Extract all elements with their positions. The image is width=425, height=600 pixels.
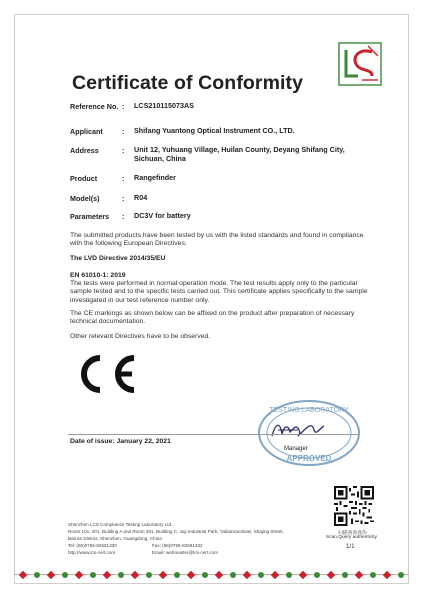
footer-address-line2: Bao'an District, Shenzhen, Guangdong, China — [68, 536, 162, 541]
colon: : — [122, 212, 125, 221]
colon: : — [122, 194, 125, 203]
ce-mark-icon — [72, 352, 140, 396]
decorative-border-band — [14, 566, 409, 584]
scan-caption-chinese: 扫描查询真伪 — [338, 531, 367, 536]
address-label: Address — [70, 146, 99, 155]
reference-value: LCS210115073AS — [134, 101, 194, 110]
footer-tel: Tel: (86)0755-82591330 — [68, 543, 117, 548]
directive-heading: The LVD Directive 2014/35/EU — [70, 255, 166, 262]
standard-heading: EN 61010-1: 2019 — [70, 272, 126, 279]
intro-paragraph: The submitted products have been tested by us with the listed standards and found in compliance with the following European Directives: — [70, 232, 364, 248]
colon: : — [122, 146, 125, 155]
footer-address-line1: Room 101, 201, Building A and Room 301, Building C, Juji Industrial Park, Yabianxueziwei, Shajing Street, — [68, 529, 284, 534]
stamp-text: TESTING LABORATORY — [269, 407, 349, 414]
reference-label: Reference No. — [70, 102, 119, 111]
footer-fax: Fax: (86)0755-82591332 — [152, 543, 203, 548]
date-of-issue: Date of issue: January 22, 2021 — [70, 438, 171, 445]
product-label: Product — [70, 174, 98, 183]
colon: : — [122, 174, 125, 183]
ce-note-paragraph: The CE markings as shown below can be affixed on the product after preparation of necessary technical documentation. — [70, 310, 355, 326]
colon: : — [122, 127, 125, 136]
signatory-title: Manager — [284, 446, 308, 452]
parameters-value: DC3V for battery — [134, 211, 191, 220]
footer-company: Shenzhen LCS Compliance Testing Laboratory Ltd. — [68, 522, 173, 527]
signature-rule — [68, 434, 358, 435]
certificate-title: Certificate of Conformity — [72, 72, 304, 94]
scan-caption: Scan,Query authenticity — [326, 535, 377, 540]
parameters-label: Parameters — [70, 212, 110, 221]
product-value: Rangefinder — [134, 173, 176, 182]
footer-email: Email: webmaster@lcs-cert.com — [152, 550, 218, 555]
qr-code-icon — [334, 486, 374, 526]
other-directives-note: Other relevant Directives have to be observed. — [70, 333, 211, 340]
stamp-text-bottom: APPROVED — [286, 454, 332, 463]
address-value: Unit 12, Yuhuang Village, Huilan County, Deyang Shifang City, Sichuan, China — [134, 145, 345, 163]
page-number: 1/1 — [346, 543, 355, 550]
applicant-value: Shifang Yuantong Optical Instrument CO., LTD. — [134, 126, 295, 135]
lcs-logo-icon — [338, 42, 382, 86]
applicant-label: Applicant — [70, 127, 103, 136]
model-label: Model(s) — [70, 194, 100, 203]
footer-website: http://www.lcs-cert.com — [68, 550, 116, 555]
model-value: R04 — [134, 193, 148, 202]
signature-icon — [268, 418, 328, 442]
test-note-paragraph: The tests were performed in normal operation mode. The test results apply only to the particular sample tested and to the specific tests carried out. This certificate applies specifically to the sample investigated in our test reference number only. — [70, 280, 368, 304]
colon: : — [122, 102, 125, 111]
